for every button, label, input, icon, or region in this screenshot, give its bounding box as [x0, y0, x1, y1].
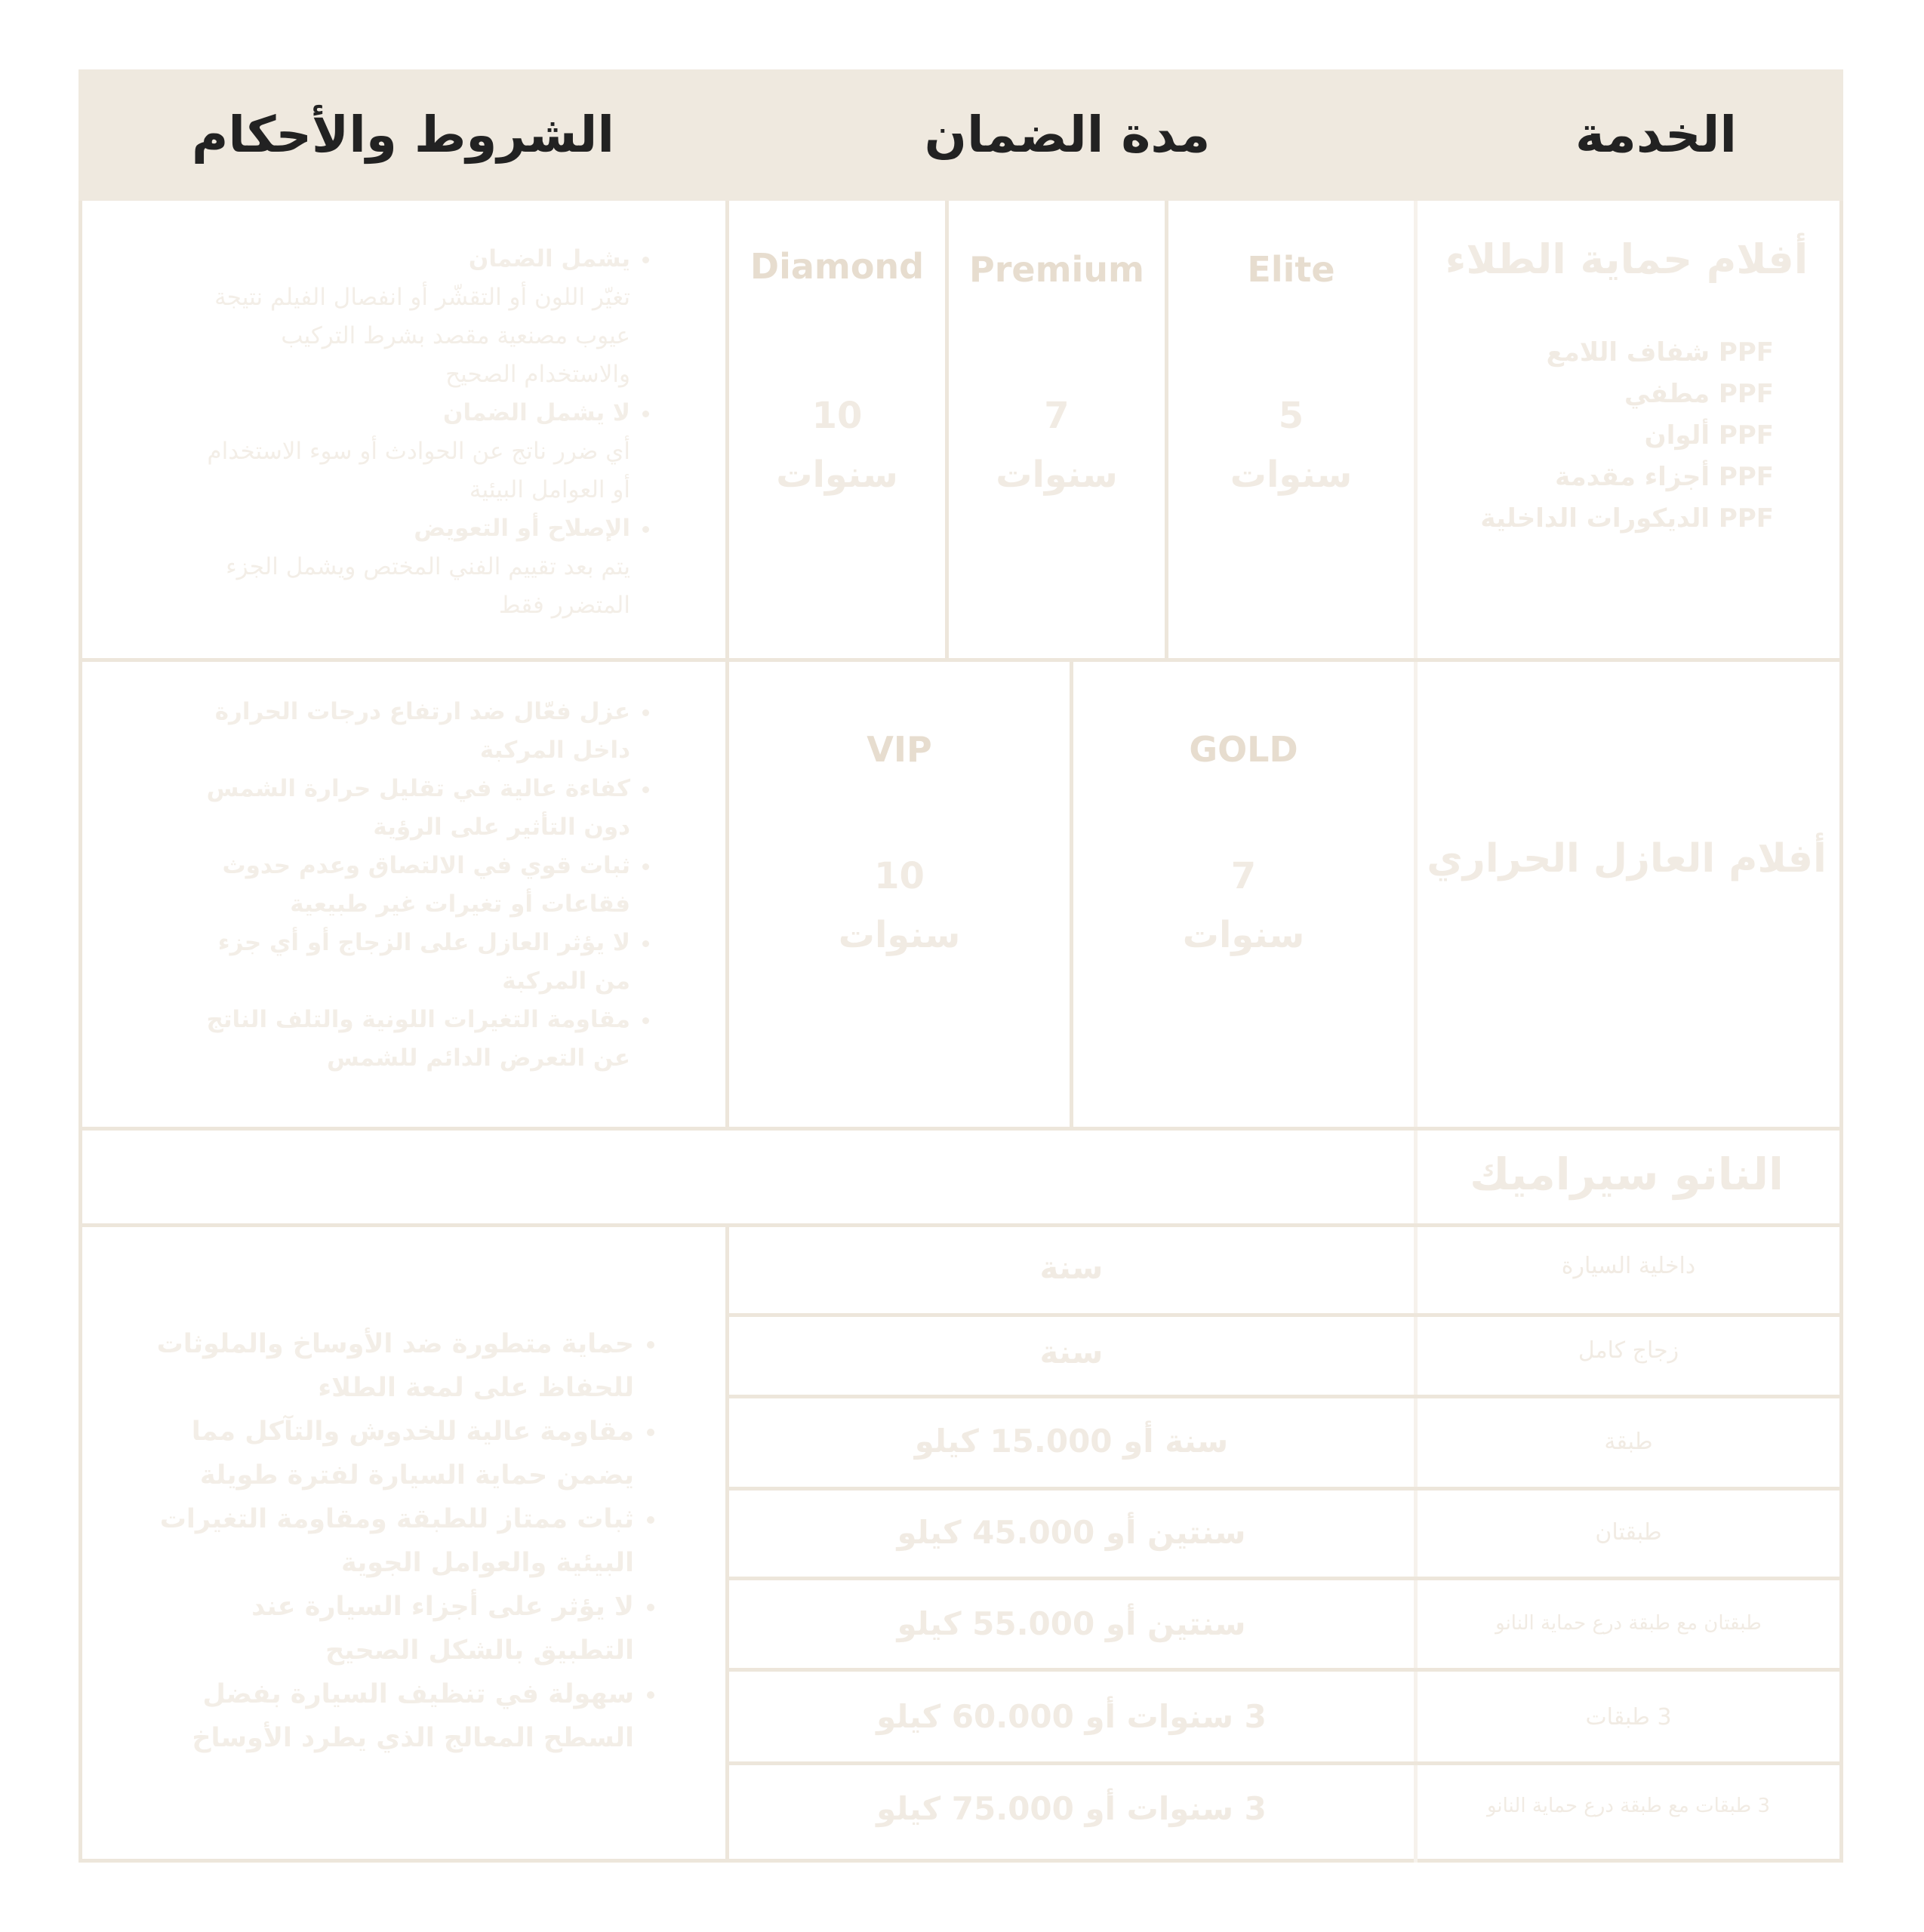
nano-row-sep-5	[725, 1668, 1843, 1672]
ppf-item: PPF شفاف اللامع	[1546, 337, 1774, 368]
term-heading: لا يشمل الضمان	[443, 399, 630, 426]
nano-row-sep-2	[725, 1395, 1843, 1398]
nano-row-sep-3	[725, 1487, 1843, 1491]
nano-warranty: سنتين أو 55.000 كيلو	[897, 1605, 1246, 1642]
term-body: تغيّر اللون أو التقشّر أو انفصال الفيلم نتيجة عيوب مصنعية مقصد بشرط التركيب والاستخدام الصحيح	[214, 284, 630, 388]
ppf-item: PPF الديكورات الداخلية	[1480, 503, 1774, 534]
nano-service: طبقتان مع طبقة درع حماية النانو	[1495, 1612, 1762, 1635]
list-item: • ثبات ممتاز للطبقة ومقاومة التغيرات البيئية والعوامل الجوية	[151, 1497, 634, 1585]
years-unit: سنوات	[996, 454, 1118, 496]
years-unit: سنوات	[1182, 914, 1305, 956]
nano-warranty: 3 سنوات أو 75.000 كيلو	[876, 1790, 1267, 1827]
border-left	[78, 201, 82, 1863]
nano-row-sep-1	[725, 1313, 1843, 1317]
table-header	[78, 69, 1843, 201]
term-heading: يشمل الضمان	[468, 245, 630, 272]
nano-service: داخلية السيارة	[1561, 1253, 1696, 1279]
col-sep-terms	[725, 201, 729, 1129]
years-unit: سنوات	[776, 454, 898, 496]
list-item: • سهولة في تنظيف السيارة بفضل السطح المعالج الذي يطرد الأوساخ	[151, 1672, 634, 1760]
nano-service: طبقتان	[1595, 1519, 1662, 1546]
nano-service: طبقة	[1604, 1429, 1653, 1455]
ppf-item: PPF أجزاء مقدمة	[1555, 462, 1774, 492]
nano-warranty: سنة	[1039, 1334, 1104, 1371]
row-sep-3	[78, 1223, 1843, 1227]
elite-years	[1168, 386, 1414, 504]
years-value: 10	[874, 855, 925, 897]
term-heading: الإصلاح أو التعويض	[414, 515, 630, 542]
thermal-terms-list	[204, 693, 657, 1078]
nano-service: 3 طبقات	[1585, 1704, 1672, 1730]
nano-terms-list	[151, 1322, 661, 1760]
thermal-film-title: أفلام العازل الحراري	[1427, 836, 1827, 881]
nano-warranty: سنة	[1039, 1249, 1104, 1286]
nano-warranty: 3 سنوات أو 60.000 كيلو	[876, 1698, 1267, 1735]
list-item	[189, 240, 630, 394]
years-unit: سنوات	[1230, 454, 1353, 496]
tier-elite: Elite	[1247, 249, 1335, 290]
nano-row-sep-6	[725, 1761, 1843, 1765]
nano-ceramic-title: النانو سيراميك	[1470, 1149, 1784, 1200]
header-warranty: مدة الضمان	[924, 106, 1211, 164]
ppf-list	[1457, 332, 1774, 540]
term-body: أي ضرر ناتج عن الحوادث أو سوء الاستخدام أو العوامل البيئية	[207, 438, 630, 503]
paint-terms-list	[189, 240, 657, 625]
ppf-item: PPF ألوان	[1644, 420, 1774, 451]
term-body: يتم بعد تقييم الفني المختص ويشمل الجزء المتضرر فقط	[226, 553, 630, 619]
row-sep-1	[78, 658, 1843, 662]
list-item: • ثبات قوي في الالتصاق وعدم حدوث فقاعات أو تغيرات غير طبيعية	[204, 847, 630, 924]
vip-years	[729, 847, 1070, 964]
nano-service: 3 طبقات مع طبقة درع حماية النانو	[1486, 1795, 1771, 1817]
list-item: • لا يؤثر على أجزاء السيارة عند التطبيق بالشكل الصحيح	[151, 1585, 634, 1672]
years-value: 10	[811, 395, 863, 437]
diamond-years	[729, 386, 945, 504]
nano-warranty: سنتين أو 45.000 كيلو	[897, 1514, 1246, 1551]
gold-years	[1073, 847, 1414, 964]
header-service: الخدمة	[1575, 106, 1737, 164]
list-item: • كفاءة عالية في تقليل حرارة الشمس دون التأثير على الرؤية	[204, 770, 630, 847]
border-right	[1839, 201, 1843, 1863]
ppf-item: PPF مطفي	[1624, 379, 1774, 409]
tier-premium: Premium	[969, 249, 1144, 290]
border-bottom	[78, 1859, 1843, 1863]
list-item: • مقاومة التغيرات اللونية والتلف الناتج عن التعرض الدائم للشمس	[204, 1001, 630, 1078]
nano-row-sep-4	[725, 1577, 1843, 1580]
premium-years	[949, 386, 1165, 504]
list-item: • حماية متطورة ضد الأوساخ والملوثات للحفاظ على لمعة الطلاء	[151, 1322, 634, 1410]
years-value: 7	[1230, 855, 1257, 897]
tier-vip: VIP	[867, 729, 932, 770]
paint-protection-title: أفلام حماية الطلاء	[1445, 235, 1809, 283]
row-sep-2	[78, 1127, 1843, 1131]
list-item: • مقاومة عالية للخدوش والتآكل مما يضمن حماية السيارة لفترة طويلة	[151, 1410, 634, 1497]
list-item	[189, 509, 630, 625]
header-terms: الشروط والأحكام	[191, 106, 615, 164]
nano-service: زجاج كامل	[1578, 1337, 1679, 1364]
tier-gold: GOLD	[1189, 729, 1298, 770]
nano-warranty: سنة أو 15.000 كيلو	[914, 1423, 1229, 1460]
list-item	[189, 394, 630, 509]
list-item: • عزل فعّال ضد ارتفاع درجات الحرارة داخل المركبة	[204, 693, 630, 770]
list-item: • لا يؤثر العازل على الزجاج أو أي جزء من المركبة	[204, 924, 630, 1001]
years-value: 5	[1278, 395, 1304, 437]
tier-diamond: Diamond	[750, 246, 925, 287]
years-unit: سنوات	[838, 914, 961, 956]
years-value: 7	[1044, 395, 1070, 437]
